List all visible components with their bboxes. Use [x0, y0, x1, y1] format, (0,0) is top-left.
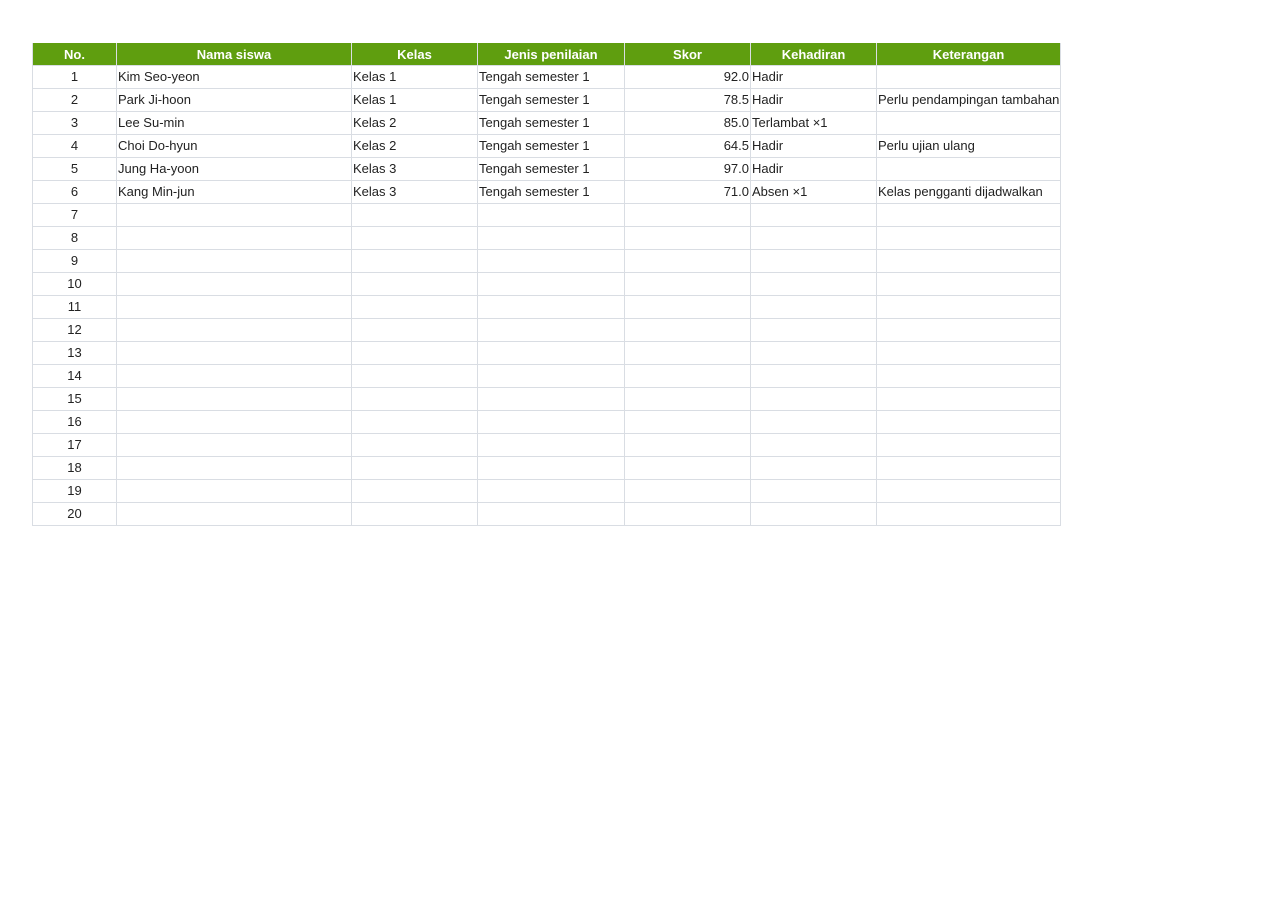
cell-student-name[interactable]	[117, 342, 352, 365]
table-row	[33, 181, 1061, 204]
cell-class[interactable]	[352, 296, 478, 319]
cell-assessment-type[interactable]	[478, 365, 625, 388]
cell-student-name[interactable]: Jung Ha-yoon	[117, 158, 352, 181]
cell-no[interactable]: 18	[33, 457, 117, 480]
cell-no[interactable]: 15	[33, 388, 117, 411]
cell-class[interactable]	[352, 411, 478, 434]
cell-notes[interactable]: Perlu pendampingan tambahan	[877, 89, 1061, 112]
cell-class[interactable]	[352, 227, 478, 250]
cell-attendance[interactable]	[751, 503, 877, 526]
cell-assessment-type[interactable]: Tengah semester 1	[478, 158, 625, 181]
cell-notes[interactable]	[877, 388, 1061, 411]
cell-score[interactable]	[625, 365, 751, 388]
cell-notes[interactable]	[877, 434, 1061, 457]
cell-score[interactable]: 64.5	[625, 135, 751, 158]
header-notes[interactable]: Keterangan	[877, 43, 1061, 66]
cell-class[interactable]: Kelas 1	[352, 89, 478, 112]
table-row	[33, 411, 1061, 434]
cell-assessment-type[interactable]	[478, 296, 625, 319]
cell-score[interactable]: 71.0	[625, 181, 751, 204]
cell-assessment-type[interactable]	[478, 411, 625, 434]
cell-student-name[interactable]: Kang Min-jun	[117, 181, 352, 204]
cell-notes[interactable]	[877, 273, 1061, 296]
cell-attendance[interactable]: Hadir	[751, 135, 877, 158]
header-score[interactable]: Skor	[625, 43, 751, 66]
cell-notes[interactable]	[877, 411, 1061, 434]
header-class[interactable]: Kelas	[352, 43, 478, 66]
cell-notes[interactable]	[877, 296, 1061, 319]
cell-student-name[interactable]	[117, 434, 352, 457]
table-row	[33, 204, 1061, 227]
cell-no[interactable]: 1	[33, 66, 117, 89]
table-row	[33, 319, 1061, 342]
cell-class[interactable]: Kelas 3	[352, 158, 478, 181]
student-score-table	[32, 43, 1061, 526]
cell-no[interactable]: 20	[33, 503, 117, 526]
cell-attendance[interactable]	[751, 342, 877, 365]
cell-assessment-type[interactable]	[478, 319, 625, 342]
header-student-name[interactable]: Nama siswa	[117, 43, 352, 66]
cell-notes[interactable]	[877, 319, 1061, 342]
cell-score[interactable]	[625, 296, 751, 319]
cell-score[interactable]	[625, 411, 751, 434]
cell-notes[interactable]	[877, 112, 1061, 135]
cell-no[interactable]: 2	[33, 89, 117, 112]
cell-class[interactable]: Kelas 2	[352, 112, 478, 135]
cell-score[interactable]	[625, 388, 751, 411]
cell-no[interactable]: 12	[33, 319, 117, 342]
cell-assessment-type[interactable]: Tengah semester 1	[478, 135, 625, 158]
cell-attendance[interactable]	[751, 480, 877, 503]
cell-attendance[interactable]: Hadir	[751, 158, 877, 181]
cell-attendance[interactable]	[751, 273, 877, 296]
table-row	[33, 365, 1061, 388]
cell-class[interactable]: Kelas 3	[352, 181, 478, 204]
cell-score[interactable]	[625, 342, 751, 365]
cell-score[interactable]	[625, 434, 751, 457]
cell-attendance[interactable]: Terlambat ×1	[751, 112, 877, 135]
cell-score[interactable]: 97.0	[625, 158, 751, 181]
cell-no[interactable]: 4	[33, 135, 117, 158]
cell-student-name[interactable]	[117, 227, 352, 250]
cell-student-name[interactable]	[117, 273, 352, 296]
cell-assessment-type[interactable]	[478, 457, 625, 480]
table-row	[33, 388, 1061, 411]
cell-student-name[interactable]	[117, 365, 352, 388]
cell-attendance[interactable]	[751, 434, 877, 457]
cell-notes[interactable]: Kelas pengganti dijadwalkan	[877, 181, 1061, 204]
cell-no[interactable]: 14	[33, 365, 117, 388]
cell-student-name[interactable]: Lee Su-min	[117, 112, 352, 135]
table-row	[33, 112, 1061, 135]
table-row	[33, 227, 1061, 250]
cell-student-name[interactable]: Kim Seo-yeon	[117, 66, 352, 89]
cell-no[interactable]: 13	[33, 342, 117, 365]
cell-attendance[interactable]: Hadir	[751, 89, 877, 112]
cell-score[interactable]	[625, 273, 751, 296]
cell-score[interactable]	[625, 503, 751, 526]
cell-notes[interactable]	[877, 204, 1061, 227]
cell-attendance[interactable]	[751, 296, 877, 319]
cell-assessment-type[interactable]	[478, 388, 625, 411]
cell-score[interactable]	[625, 250, 751, 273]
table-row	[33, 89, 1061, 112]
cell-assessment-type[interactable]: Tengah semester 1	[478, 66, 625, 89]
cell-attendance[interactable]	[751, 250, 877, 273]
table-row	[33, 457, 1061, 480]
table-row	[33, 273, 1061, 296]
cell-no[interactable]: 3	[33, 112, 117, 135]
table-row	[33, 66, 1061, 89]
cell-no[interactable]: 6	[33, 181, 117, 204]
cell-class[interactable]	[352, 434, 478, 457]
cell-no[interactable]: 8	[33, 227, 117, 250]
cell-score[interactable]	[625, 204, 751, 227]
cell-notes[interactable]	[877, 342, 1061, 365]
cell-score[interactable]	[625, 319, 751, 342]
cell-student-name[interactable]	[117, 204, 352, 227]
cell-assessment-type[interactable]	[478, 273, 625, 296]
cell-no[interactable]: 7	[33, 204, 117, 227]
cell-student-name[interactable]: Choi Do-hyun	[117, 135, 352, 158]
table-row	[33, 158, 1061, 181]
spreadsheet	[32, 43, 1061, 526]
cell-class[interactable]	[352, 457, 478, 480]
cell-no[interactable]: 10	[33, 273, 117, 296]
cell-assessment-type[interactable]: Tengah semester 1	[478, 181, 625, 204]
cell-attendance[interactable]: Hadir	[751, 66, 877, 89]
cell-notes[interactable]	[877, 457, 1061, 480]
table-row	[33, 135, 1061, 158]
cell-no[interactable]: 16	[33, 411, 117, 434]
cell-assessment-type[interactable]	[478, 250, 625, 273]
cell-student-name[interactable]	[117, 457, 352, 480]
cell-class[interactable]	[352, 480, 478, 503]
cell-score[interactable]: 92.0	[625, 66, 751, 89]
cell-attendance[interactable]	[751, 227, 877, 250]
cell-notes[interactable]	[877, 66, 1061, 89]
cell-assessment-type[interactable]: Tengah semester 1	[478, 89, 625, 112]
cell-student-name[interactable]	[117, 319, 352, 342]
header-no[interactable]: No.	[33, 43, 117, 66]
cell-assessment-type[interactable]	[478, 227, 625, 250]
cell-class[interactable]	[352, 319, 478, 342]
cell-attendance[interactable]	[751, 411, 877, 434]
cell-class[interactable]	[352, 388, 478, 411]
header-attendance[interactable]: Kehadiran	[751, 43, 877, 66]
cell-class[interactable]	[352, 204, 478, 227]
cell-attendance[interactable]	[751, 319, 877, 342]
cell-attendance[interactable]	[751, 388, 877, 411]
cell-notes[interactable]	[877, 480, 1061, 503]
cell-no[interactable]: 17	[33, 434, 117, 457]
cell-assessment-type[interactable]	[478, 434, 625, 457]
cell-assessment-type[interactable]: Tengah semester 1	[478, 112, 625, 135]
table-row	[33, 503, 1061, 526]
cell-class[interactable]: Kelas 1	[352, 66, 478, 89]
cell-class[interactable]	[352, 250, 478, 273]
cell-assessment-type[interactable]	[478, 480, 625, 503]
cell-score[interactable]	[625, 457, 751, 480]
cell-notes[interactable]	[877, 227, 1061, 250]
header-assessment-type[interactable]: Jenis penilaian	[478, 43, 625, 66]
cell-class[interactable]	[352, 273, 478, 296]
cell-student-name[interactable]	[117, 388, 352, 411]
cell-class[interactable]	[352, 342, 478, 365]
table-row	[33, 296, 1061, 319]
cell-no[interactable]: 9	[33, 250, 117, 273]
cell-no[interactable]: 19	[33, 480, 117, 503]
cell-student-name[interactable]	[117, 503, 352, 526]
cell-no[interactable]: 11	[33, 296, 117, 319]
cell-attendance[interactable]	[751, 457, 877, 480]
cell-class[interactable]: Kelas 2	[352, 135, 478, 158]
cell-class[interactable]	[352, 503, 478, 526]
cell-notes[interactable]	[877, 365, 1061, 388]
cell-attendance[interactable]	[751, 365, 877, 388]
cell-student-name[interactable]	[117, 250, 352, 273]
cell-no[interactable]: 5	[33, 158, 117, 181]
table-row	[33, 480, 1061, 503]
table-row	[33, 250, 1061, 273]
cell-notes[interactable]	[877, 158, 1061, 181]
cell-score[interactable]: 78.5	[625, 89, 751, 112]
cell-notes[interactable]: Perlu ujian ulang	[877, 135, 1061, 158]
cell-assessment-type[interactable]	[478, 342, 625, 365]
cell-attendance[interactable]	[751, 204, 877, 227]
cell-assessment-type[interactable]	[478, 204, 625, 227]
cell-score[interactable]	[625, 480, 751, 503]
cell-notes[interactable]	[877, 503, 1061, 526]
cell-student-name[interactable]	[117, 411, 352, 434]
cell-attendance[interactable]: Absen ×1	[751, 181, 877, 204]
cell-score[interactable]: 85.0	[625, 112, 751, 135]
cell-student-name[interactable]	[117, 296, 352, 319]
cell-notes[interactable]	[877, 250, 1061, 273]
cell-student-name[interactable]: Park Ji-hoon	[117, 89, 352, 112]
cell-assessment-type[interactable]	[478, 503, 625, 526]
table-row	[33, 434, 1061, 457]
cell-class[interactable]	[352, 365, 478, 388]
cell-student-name[interactable]	[117, 480, 352, 503]
table-row	[33, 342, 1061, 365]
cell-score[interactable]	[625, 227, 751, 250]
header-row	[33, 43, 1061, 66]
